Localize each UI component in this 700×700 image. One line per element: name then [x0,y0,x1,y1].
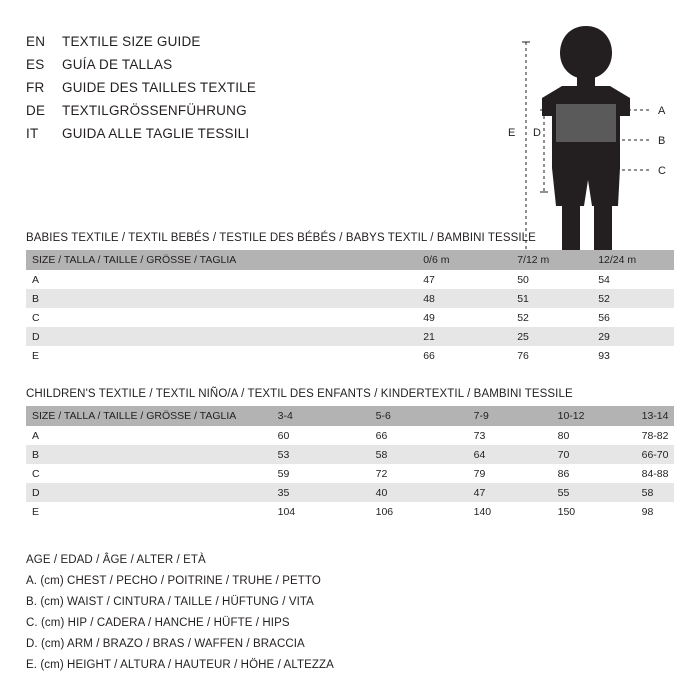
children-table-header-row [26,406,674,426]
figure-label-b: B [658,135,666,147]
babies-e-0: 66 [417,346,511,365]
children-c-1: 72 [370,464,468,483]
babies-header-col2: 7/12 m [511,250,592,270]
children-a-2: 73 [468,426,552,445]
legend-item-chest: A. (cm) CHEST / PECHO / POITRINE / TRUHE / PETTO [26,575,321,587]
children-header-col4: 10-12 [552,406,636,426]
babies-header-col1: 0/6 m [417,250,511,270]
babies-c-2: 56 [592,308,674,327]
children-a-4: 78-82 [636,426,674,445]
children-header-col3: 7-9 [468,406,552,426]
table-row [26,289,674,308]
figure-label-a: A [658,105,666,117]
babies-row-label-a: A [26,270,417,289]
children-c-3: 86 [552,464,636,483]
babies-row-label-e: E [26,346,417,365]
table-row [26,270,674,289]
table-row [26,308,674,327]
babies-d-2: 29 [592,327,674,346]
title-row-en [26,34,456,57]
babies-header-col3: 12/24 m [592,250,674,270]
legend-item-arm: D. (cm) ARM / BRAZO / BRAS / WAFFEN / BRACCIA [26,638,305,650]
babies-size-table [26,250,674,365]
children-e-1: 106 [370,502,468,521]
children-header-size: SIZE / TALLA / TAILLE / GRÖSSE / TAGLIA [26,406,272,426]
table-row [26,346,674,365]
title-lang-fr: FR [26,80,45,95]
legend-item-height: E. (cm) HEIGHT / ALTURA / HAUTEUR / HÖHE / ALTEZZA [26,659,334,671]
babies-row-label-b: B [26,289,417,308]
title-lang-it: IT [26,126,39,141]
title-row-es [26,57,456,80]
children-d-3: 55 [552,483,636,502]
children-d-4: 58 [636,483,674,502]
title-block [26,34,456,149]
table-row [26,327,674,346]
children-a-0: 60 [272,426,370,445]
title-text-en: TEXTILE SIZE GUIDE [62,34,201,49]
babies-d-1: 25 [511,327,592,346]
babies-a-2: 54 [592,270,674,289]
children-d-1: 40 [370,483,468,502]
title-row-it [26,126,456,149]
table-row [26,445,674,464]
children-row-label-d: D [26,483,272,502]
children-row-label-b: B [26,445,272,464]
babies-table-header-row [26,250,674,270]
table-row [26,426,674,445]
children-d-2: 47 [468,483,552,502]
children-row-label-e: E [26,502,272,521]
babies-section-title: BABIES TEXTILE / TEXTIL BEBÉS / TESTILE DES BÉBÉS / BABYS TEXTIL / BAMBINI TESSILE [26,232,536,244]
legend-item-waist: B. (cm) WAIST / CINTURA / TAILLE / HÜFTUNG / VITA [26,596,314,608]
children-size-table [26,406,674,521]
title-text-de: TEXTILGRÖSSENFÜHRUNG [62,103,247,118]
children-d-0: 35 [272,483,370,502]
children-b-4: 66-70 [636,445,674,464]
babies-header-size: SIZE / TALLA / TAILLE / GRÖSSE / TAGLIA [26,250,417,270]
children-header-col5: 13-14 [636,406,674,426]
children-b-2: 64 [468,445,552,464]
children-header-col2: 5-6 [370,406,468,426]
title-text-it: GUIDA ALLE TAGLIE TESSILI [62,126,250,141]
children-b-0: 53 [272,445,370,464]
children-section-title: CHILDREN'S TEXTILE / TEXTIL NIÑO/A / TEXTIL DES ENFANTS / KINDERTEXTIL / BAMBINI TESSILE [26,388,573,400]
title-text-es: GUÍA DE TALLAS [62,57,173,72]
children-c-2: 79 [468,464,552,483]
table-row [26,464,674,483]
children-e-3: 150 [552,502,636,521]
figure-label-d: D [533,127,541,139]
babies-c-1: 52 [511,308,592,327]
babies-b-0: 48 [417,289,511,308]
title-text-fr: GUIDE DES TAILLES TEXTILE [62,80,257,95]
children-c-0: 59 [272,464,370,483]
title-lang-en: EN [26,34,46,49]
title-lang-es: ES [26,57,45,72]
figure-label-c: C [658,165,666,177]
title-row-fr [26,80,456,103]
babies-d-0: 21 [417,327,511,346]
children-b-3: 70 [552,445,636,464]
children-section [26,388,674,521]
babies-row-label-d: D [26,327,417,346]
children-e-4: 98 [636,502,674,521]
figure-label-e: E [508,127,516,139]
table-row [26,483,674,502]
legend-item-hip: C. (cm) HIP / CADERA / HANCHE / HÜFTE / HIPS [26,617,290,629]
babies-b-2: 52 [592,289,674,308]
babies-a-1: 50 [511,270,592,289]
children-row-label-a: A [26,426,272,445]
babies-b-1: 51 [511,289,592,308]
babies-e-1: 76 [511,346,592,365]
children-c-4: 84-88 [636,464,674,483]
children-e-2: 140 [468,502,552,521]
children-a-1: 66 [370,426,468,445]
babies-section [26,232,674,365]
legend-item-age: AGE / EDAD / ÂGE / ALTER / ETÀ [26,554,206,566]
legend-block [26,550,626,676]
children-header-col1: 3-4 [272,406,370,426]
babies-c-0: 49 [417,308,511,327]
table-row [26,502,674,521]
babies-e-2: 93 [592,346,674,365]
title-row-de [26,103,456,126]
children-row-label-c: C [26,464,272,483]
title-lang-de: DE [26,103,46,118]
children-e-0: 104 [272,502,370,521]
children-a-3: 80 [552,426,636,445]
babies-a-0: 47 [417,270,511,289]
children-b-1: 58 [370,445,468,464]
babies-row-label-c: C [26,308,417,327]
